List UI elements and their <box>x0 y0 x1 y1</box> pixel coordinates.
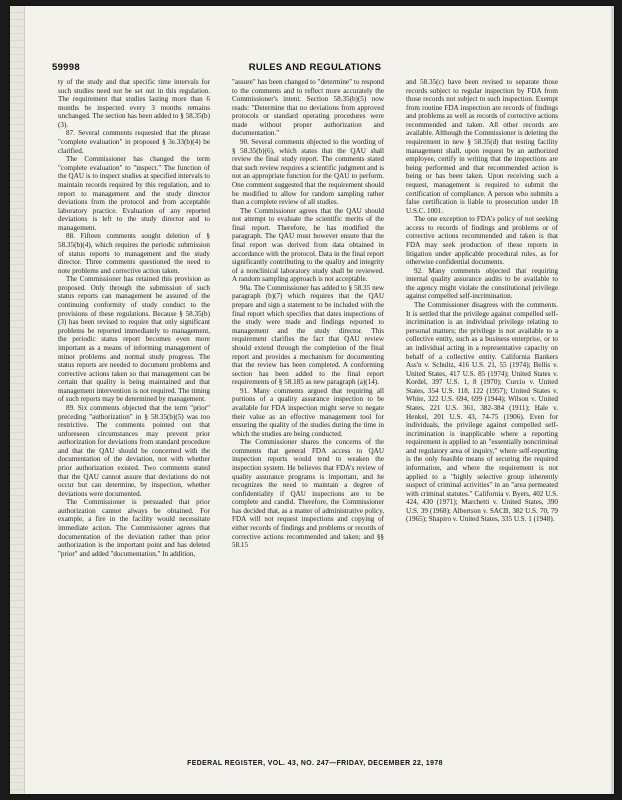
binding-edge <box>10 6 25 794</box>
document-page <box>10 6 614 794</box>
paragraph: 92. Many comments objected that requiring internal quality assurance audits to be available to the agency might violate the constitutional privilege against compelled self-incrimination. <box>406 266 558 301</box>
paragraph: ty of the study and that specific time intervals for such studies need not be set out in this regulation. The requirement that studies lasting more than 6 months be inspected every 3 months remains unchanged. The section has been added to § 58.35(b)(3). <box>58 78 210 129</box>
paragraph: 88. Fifteen comments sought deletion of § 58.35(b)(4), which requires the periodic submission of status reports to management and the study director. Three comments questioned the need to note problems and corrective action taken. <box>58 232 210 275</box>
paragraph: 91. Many comments argued that requiring all portions of a quality assurance inspection to be available for FDA inspection might serve to negate their value as an effective management tool for ensuring the quality of the studies during the time in which the studies are being conducted. <box>232 386 384 438</box>
paragraph: "assure" has been changed to "determine" to respond to the comments and to reflect more accurately the Commissioner's intent. Section 58.35(b)(5) now reads: "Determine that no deviations from approved protocols or standard operating procedures were made without proper authorization and documentation." <box>232 78 384 138</box>
page-number: 59998 <box>52 62 80 73</box>
paragraph: 87. Several comments requested that the phrase "complete evaluation" in proposed § 3e.33(b)(4) be clarified. <box>58 129 210 155</box>
text-column-2 <box>232 78 384 754</box>
page-edge <box>611 6 614 794</box>
page-footer: FEDERAL REGISTER, VOL. 43, NO. 247—FRIDAY, DECEMBER 22, 1978 <box>187 760 443 767</box>
text-column-3 <box>406 78 558 754</box>
paragraph: and 58.35(c) have been revised to separate those records subject to regular inspection by FDA from those records not subject to such inspection. Exempt from routine FDA inspection are records of findings and problems as well as records of corrective actions recommended and taken. All other records are available. Although the Commissioner is deleting the requirement in new § 58.35(d) that testing facility management shall, upon request by an authorized employee, certify in writing that the inspections are being performed and that recommended action is being or has been taken. Upon receiving such a request, management is required to submit the certification of compliance. A person who submits a false certification is liable to prosecution under 18 U.S.C. 1001. <box>406 78 558 215</box>
paragraph: The Commissioner agrees that the QAU should not attempt to evaluate the scientific merits of the final report. Therefore, he has modified the paragraph. The QAU must however ensure that the final report was derived from data obtained in accordance with the protocol. Data in the final report significantly contributing to the quality and integrity of a nonclinical laboratory study shall be reviewed. A random sampling approach is not acceptable. <box>232 206 384 284</box>
paragraph: The Commissioner has retained this provision as proposed. Only through the submission of such status reports can management be assured of the continuing conformity of study conduct to the provisions of these regulations. Because § 58.35(b)(3) has been revised to require that only significant problems be reported immediately to management, the periodic status report becomes even more important as a means of informing management of minor problems and normal study progress. The status reports are needed to document problems and corrective actions taken so that management can be certain that quality is being maintained and that management intervention is not required. The timing of such reports may be determined by management. <box>58 275 210 404</box>
paragraph: The one exception to FDA's policy of not seeking access to records of findings and problems or of corrective actions recommended and taken is that FDA may seek production of these reports in litigation under applicable procedural rules, as for otherwise confidential documents. <box>406 215 558 267</box>
page-header <box>52 62 578 76</box>
paragraph: 90a. The Commissioner has added to § 58.35 new paragraph (b)(7) which requires that the QAU prepare and sign a statement to be included with the final report which specifies that dates inspections of the study were made and findings reported to management and the study director. This requirement clarifies the fact that QAU review should extend through the completion of the final report and provides a mechanism for documenting that the review has been completed. A conforming section has been added to the final report requirements of § 58.185 as new paragraph (a)(14). <box>232 283 384 387</box>
paragraph: The Commissioner disagrees with the comments. It is settled that the privilege against compelled self-incrimination is an individual privilege relating to personal matters; the privilege is not available to a collective entity, such as a business enterprise, or to an individual acting in a representative capacity on behalf of a collective entity. California Bankers Ass'n v. Schultz, 416 U.S. 21, 55 (1974); Bellis v. United States, 417 U.S. 85 (1974); United States v. Kordel, 397 U.S. 1, 8 (1970); Curcio v. United States, 354 U.S. 118, 122 (1957); United States v. White, 322 U.S. 694, 699 (1944); Wilson v. United States, 221 U.S. 361, 382-384 (1911); Hale v. Henkel, 201 U.S. 43, 74-75 (1906). Even for individuals, the privilege against compelled self-incrimination is inapplicable where a reporting requirement is applied to an "essentially noncriminal and regulatory area of inquiry," where self-reporting is the only feasible means of securing the required information, and where the requirement is not applied to a "highly selective group inherently suspect of criminal activities" in an "area permeated with criminal statutes." California v. Byers, 402 U.S. 424, 430 (1971); Marchetti v. United States, 390 U.S. 39 (1968); Albertson v. SACB, 382 U.S. 70, 79 (1965); Shapiro v. United States, 335 U.S. 1 (1948). <box>406 301 558 524</box>
text-column-1 <box>58 78 210 754</box>
paragraph: 89. Six comments objected that the term "prior" preceding "authorization" in § 58.35(b)(5) was too restrictive. The comments pointed out that unforeseen circumstances may prevent prior authorization for deviations from standard procedure and that the QAU should be concerned with the documentation of the deviation, not with whether prior authorization existed. Two comments stated that the QAU cannot assure that deviations do not occur but can determine, by inspection, whether deviations were documented. <box>58 403 210 498</box>
paragraph: 90. Several comments objected to the wording of § 58.35(b)(6), which states that the QAU shall review the final study report. The comments stated that such review requires a scientific judgment and is not an appropriate function for the QAU to perform. One comment suggested that the requirement should be modified to allow for random sampling rather than a complete review of all studies. <box>232 138 384 207</box>
paragraph: The Commissioner is persuaded that prior authorization cannot always be obtained. For example, a fire in the facility would necessitate immediate action. The Commissioner agrees that documentation of the deviation rather than prior authorization is the important point and has deleted "prior" and added "documentation." In addition, <box>58 498 210 558</box>
section-title: RULES AND REGULATIONS <box>248 62 382 73</box>
paragraph: The Commissioner has changed the term "complete evaluation" to "inspect." The function of the QAU is to inspect studies at specified intervals to maintain records required by this regulation, and to report to management and the study director deviations from the protocol and from acceptable laboratory practice. Evaluation of any reported deviations is left to the study director and to management. <box>58 155 210 232</box>
paragraph: The Commissioner shares the concerns of the comments that general FDA access to QAU inspection reports would tend to weaken the inspection system. He believes that FDA's review of quality assurance programs is important, and he recognizes the need to maintain a degree of confidentiality if QAU inspections are to be complete and candid. Therefore, the Commissioner has decided that, as a matter of administrative policy, FDA will not request inspections and copying of either records of findings and problems or records of corrective actions recommended and taken; and §§ 58.15 <box>232 438 384 550</box>
